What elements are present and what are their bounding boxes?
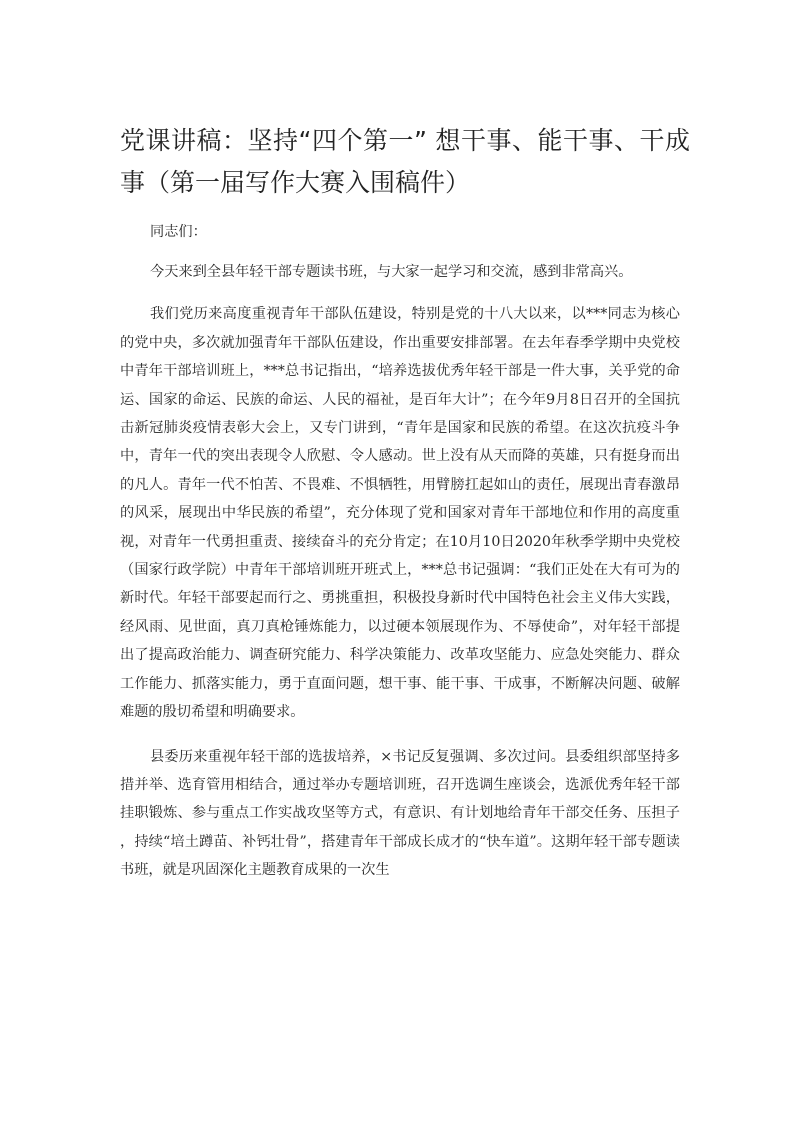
document-body <box>120 220 680 885</box>
paragraph-2: 我们党历来高度重视青年干部队伍建设，特别是党的十八大以来，以***同志为核心的党中央，多次就加强青年干部队伍建设，作出重要安排部署。在去年春季学期中央党校中青年干部培训班上，***总书记指出，“培养选拔优秀年轻干部是一件大事，关乎党的命运、国家的命运、民族的命运、人民的福祉，是百年大计”；在今年9月8日召开的全国抗击新冠肺炎疫情表彰大会上，又专门讲到，“青年是国家和民族的希望。在这次抗疫斗争中，青年一代的突出表现令人欣慰、令人感动。世上没有从天而降的英雄，只有挺身而出的凡人。青年一代不怕苦、不畏难、不惧牺牲，用臂膀扛起如山的责任，展现出青春激昂的风采，展现出中华民族的希望”，充分体现了党和国家对青年干部地位和作用的高度重视，对青年一代勇担重责、接续奋斗的充分肯定；在10月10日2020年秋季学期中央党校（国家行政学院）中青年干部培训班开班式上，***总书记强调：“我们正处在大有可为的新时代。年轻干部要起而行之、勇挑重担，积极投身新时代中国特色社会主义伟大实践，经风雨、见世面，真刀真枪锤炼能力，以过硬本领展现作为、不辱使命”，对年轻干部提出了提高政治能力、调查研究能力、科学决策能力、改革攻坚能力、应急处突能力、群众工作能力、抓落实能力，勇于直面问题，想干事、能干事、干成事，不断解决问题、破解难题的殷切希望和明确要求。 <box>120 306 680 721</box>
greeting: 同志们： <box>150 224 207 240</box>
document-title: 党课讲稿：坚持“四个第一” 想干事、能干事、干成事（第一届写作大赛入围稿件） <box>120 126 690 197</box>
paragraph-3: 县委历来重视年轻干部的选拔培养，×书记反复强调、多次过问。县委组织部坚持多措并举、选育管用相结合，通过举办专题培训班，召开选调生座谈会，选派优秀年轻干部挂职锻炼、参与重点工作实战攻坚等方式，有意识、有计划地给青年干部交任务、压担子，持续“培土蹲苗、补钙壮骨”，搭建青年干部成长成才的“快车道”。这期年轻干部专题读书班，就是巩固深化主题教育成果的一次生 <box>120 748 680 879</box>
paragraph-1: 今天来到全县年轻干部专题读书班，与大家一起学习和交流，感到非常高兴。 <box>150 264 633 280</box>
